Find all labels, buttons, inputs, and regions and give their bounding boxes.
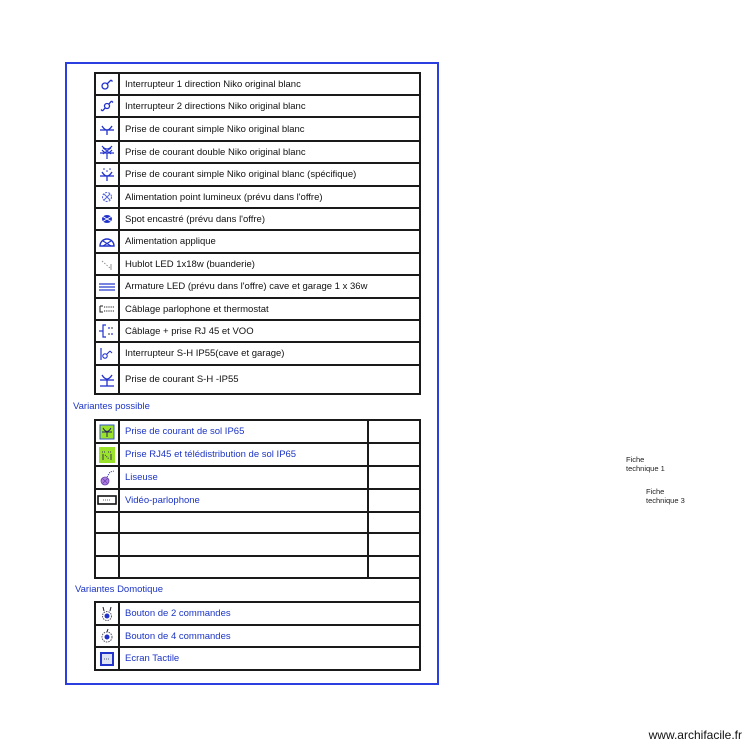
- socket-double-icon: [99, 147, 115, 158]
- legend-icon-cell: [95, 73, 119, 95]
- legend-icon-cell: [95, 186, 119, 208]
- section-title-variants-possible: Variantes possible: [73, 401, 150, 412]
- video-intercom-icon: [97, 495, 117, 506]
- legend-icon-cell: [95, 95, 119, 117]
- legend-label: Prise de courant S-H -IP55: [119, 365, 420, 394]
- legend-icon-cell: [95, 443, 119, 466]
- floor-socket-icon: [99, 426, 115, 437]
- legend-extra-cell: [368, 489, 420, 512]
- legend-icon-cell: [95, 141, 119, 163]
- legend-row: [95, 208, 420, 230]
- side-note-line: Fiche: [646, 487, 665, 496]
- legend-label: Prise de courant de sol IP65: [119, 420, 368, 443]
- legend-icon-cell: [95, 275, 119, 298]
- legend-row: [95, 141, 420, 163]
- legend-extra-cell: [368, 443, 420, 466]
- legend-row: [95, 489, 420, 512]
- legend-icon-cell: [95, 533, 119, 556]
- legend-row: [95, 320, 420, 342]
- socket-single-icon: [99, 124, 115, 135]
- legend-row: [95, 186, 420, 208]
- rj45-cabling-icon: [97, 326, 117, 337]
- legend-extra-cell: [368, 466, 420, 489]
- legend-row-empty: [95, 556, 420, 578]
- legend-icon-cell: [95, 647, 119, 670]
- legend-icon-cell: [95, 342, 119, 365]
- legend-icon-cell: [95, 117, 119, 141]
- legend-icon-cell: [95, 420, 119, 443]
- legend-icon-cell: [95, 298, 119, 320]
- legend-row: [95, 420, 420, 443]
- legend-row: [95, 298, 420, 320]
- led-batten-icon: [96, 281, 118, 292]
- legend-row: [95, 230, 420, 253]
- legend-row: [95, 647, 420, 670]
- legend-table-main: [94, 72, 421, 395]
- legend-label: Câblage parlophone et thermostat: [119, 298, 420, 320]
- legend-icon-cell: [95, 365, 119, 394]
- legend-row: [95, 95, 420, 117]
- legend-label: Interrupteur 2 directions Niko original blanc: [119, 95, 420, 117]
- legend-extra-cell: [368, 556, 420, 578]
- legend-icon-cell: [95, 556, 119, 578]
- light-point-icon: [99, 192, 115, 203]
- legend-label: Prise de courant double Niko original blanc: [119, 141, 420, 163]
- wall-light-icon: [99, 236, 115, 247]
- touch-screen-icon: [99, 653, 115, 664]
- legend-icon-cell: [95, 489, 119, 512]
- legend-label: Bouton de 4 commandes: [119, 625, 420, 647]
- legend-row: [95, 73, 420, 95]
- legend-extra-cell: [368, 533, 420, 556]
- switch-ip55-icon: [99, 348, 115, 359]
- legend-label: Interrupteur 1 direction Niko original blanc: [119, 73, 420, 95]
- section-title-variants-domotique: Variantes Domotique: [75, 584, 164, 595]
- legend-extra-cell: [368, 512, 420, 533]
- legend-label: [119, 512, 368, 533]
- legend-row: [95, 253, 420, 275]
- legend-label: Bouton de 2 commandes: [119, 602, 420, 625]
- side-note-line: technique 3: [646, 496, 685, 505]
- switch-2-way-icon: [99, 101, 115, 112]
- legend-label: Ecran Tactile: [119, 647, 420, 670]
- side-note-fiche-technique-3: [646, 487, 685, 505]
- socket-ip55-icon: [99, 374, 115, 385]
- legend-icon-cell: [95, 466, 119, 489]
- legend-row: [95, 163, 420, 186]
- legend-label: Interrupteur S-H IP55(cave et garage): [119, 342, 420, 365]
- legend-row-empty: [95, 533, 420, 556]
- legend-row-empty: [95, 512, 420, 533]
- legend-extra-cell: [368, 420, 420, 443]
- legend-icon-cell: [95, 230, 119, 253]
- legend-row: [95, 625, 420, 647]
- switch-1-way-icon: [99, 79, 115, 90]
- legend-label: Liseuse: [119, 466, 368, 489]
- legend-icon-cell: [95, 602, 119, 625]
- legend-row: [95, 342, 420, 365]
- side-note-fiche-technique-1: [626, 455, 665, 473]
- legend-icon-cell: [95, 512, 119, 533]
- legend-label: Prise RJ45 et télédistribution de sol IP65: [119, 443, 368, 466]
- footer-url[interactable]: www.archifacile.fr: [648, 728, 742, 742]
- porthole-led-icon: [99, 259, 115, 270]
- legend-label: [119, 533, 368, 556]
- legend-label: Spot encastré (prévu dans l'offre): [119, 208, 420, 230]
- button-2-commands-icon: [99, 608, 115, 619]
- legend-label: Armature LED (prévu dans l'offre) cave et garage 1 x 36w: [119, 275, 420, 298]
- socket-specific-icon: [99, 169, 115, 180]
- side-note-line: technique 1: [626, 464, 665, 473]
- legend-icon-cell: [95, 208, 119, 230]
- intercom-cabling-icon: [97, 304, 117, 315]
- legend-label: [119, 556, 368, 578]
- legend-label: Prise de courant simple Niko original blanc: [119, 117, 420, 141]
- legend-icon-cell: [95, 253, 119, 275]
- recessed-spot-icon: [99, 214, 115, 225]
- legend-icon-cell: [95, 163, 119, 186]
- side-note-line: Fiche: [626, 455, 645, 464]
- legend-table-domotique: [94, 601, 421, 671]
- legend-row: [95, 602, 420, 625]
- button-4-commands-icon: [99, 631, 115, 642]
- floor-rj45-icon: [99, 449, 115, 460]
- legend-label: Vidéo-parlophone: [119, 489, 368, 512]
- table-border-continuation: [419, 577, 421, 601]
- reading-light-icon: [99, 472, 115, 483]
- legend-label: Alimentation applique: [119, 230, 420, 253]
- legend-label: Prise de courant simple Niko original blanc (spécifique): [119, 163, 420, 186]
- legend-row: [95, 117, 420, 141]
- legend-label: Hublot LED 1x18w (buanderie): [119, 253, 420, 275]
- legend-icon-cell: [95, 320, 119, 342]
- legend-row: [95, 365, 420, 394]
- legend-row: [95, 275, 420, 298]
- legend-label: Alimentation point lumineux (prévu dans l'offre): [119, 186, 420, 208]
- legend-icon-cell: [95, 625, 119, 647]
- legend-table-variants: [94, 419, 421, 579]
- legend-row: [95, 466, 420, 489]
- legend-row: [95, 443, 420, 466]
- legend-label: Câblage + prise RJ 45 et VOO: [119, 320, 420, 342]
